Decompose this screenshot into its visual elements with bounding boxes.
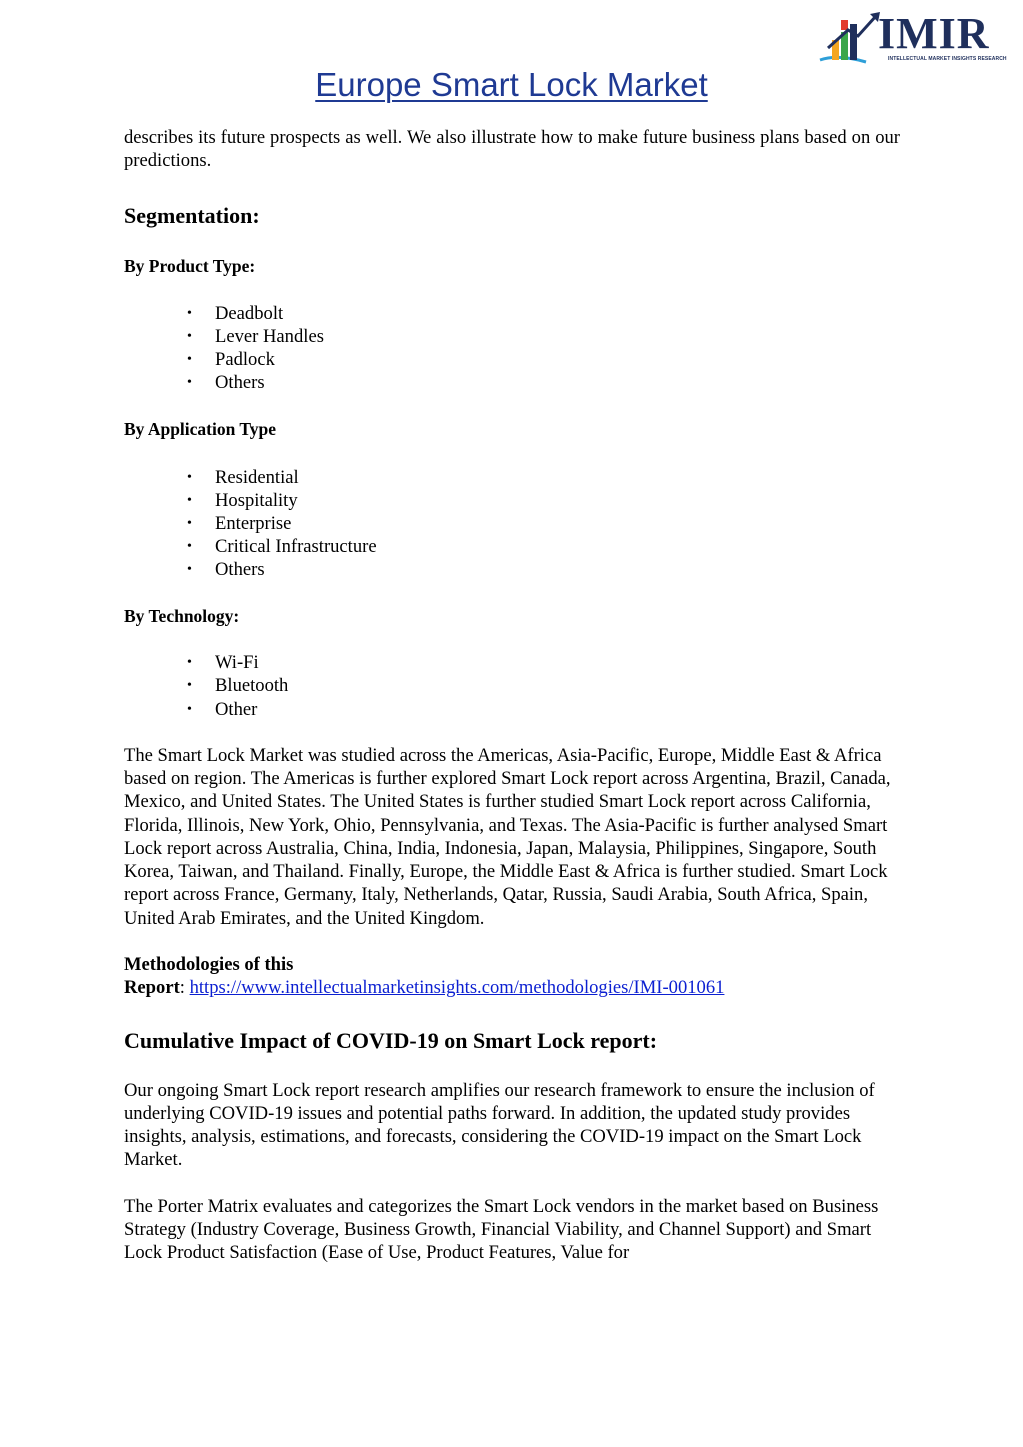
list-item bbox=[187, 371, 900, 394]
list-item bbox=[187, 535, 900, 558]
bar-chart-arrow-icon bbox=[818, 10, 882, 68]
list-item bbox=[187, 651, 900, 674]
list-item bbox=[187, 512, 900, 535]
bullet-icon: • bbox=[187, 655, 192, 671]
bullet-icon: • bbox=[187, 375, 192, 391]
methodology-block bbox=[124, 953, 900, 1000]
porter-paragraph: The Porter Matrix evaluates and categorizes the Smart Lock vendors in the market based on Business Strategy (Industry Coverage, Business Growth, Financial Viability, and Channel Support) and Smart Lock Product Satisfaction (Ease of Use, Product Features, Value for bbox=[124, 1195, 879, 1264]
application-type-list bbox=[124, 466, 900, 581]
list-item bbox=[187, 698, 900, 721]
methodology-link[interactable]: https://www.intellectualmarketinsights.com/methodologies/IMI-001061 bbox=[189, 977, 725, 999]
application-type-label: By Application Type bbox=[124, 419, 277, 440]
bullet-icon: • bbox=[187, 515, 192, 531]
methodology-label-line1: Methodologies of this bbox=[124, 953, 294, 975]
imir-logo bbox=[818, 10, 1006, 68]
list-item-label: Deadbolt bbox=[215, 302, 284, 324]
list-item-label: Wi-Fi bbox=[215, 652, 259, 674]
list-item-label: Others bbox=[215, 558, 265, 580]
product-type-label: By Product Type: bbox=[124, 255, 256, 276]
document-body bbox=[124, 126, 900, 1265]
bullet-icon: • bbox=[187, 469, 192, 485]
methodology-label-line2: Report bbox=[124, 977, 180, 999]
product-type-list bbox=[124, 302, 900, 394]
intro-paragraph: describes its future prospects as well. We also illustrate how to make future business plans based on our predictions. bbox=[124, 127, 900, 172]
list-item bbox=[187, 489, 900, 512]
logo-wordmark: IMIR bbox=[878, 9, 990, 58]
technology-label: By Technology: bbox=[124, 606, 240, 627]
page-title: Europe Smart Lock Market bbox=[315, 66, 708, 103]
bullet-icon: • bbox=[187, 305, 192, 321]
list-item-label: Other bbox=[215, 698, 258, 720]
list-item-label: Enterprise bbox=[215, 512, 292, 534]
technology-list bbox=[124, 651, 900, 720]
list-item-label: Lever Handles bbox=[215, 325, 324, 347]
bullet-icon: • bbox=[187, 561, 192, 577]
methodology-separator: : bbox=[179, 977, 190, 999]
list-item-label: Others bbox=[215, 372, 265, 394]
bullet-icon: • bbox=[187, 678, 192, 694]
list-item bbox=[187, 348, 900, 371]
list-item-label: Hospitality bbox=[215, 489, 298, 511]
list-item bbox=[187, 558, 900, 581]
list-item bbox=[187, 325, 900, 348]
list-item-label: Bluetooth bbox=[215, 675, 289, 697]
logo-tagline: INTELLECTUAL MARKET INSIGHTS RESEARCH bbox=[888, 56, 1007, 62]
covid-paragraph: Our ongoing Smart Lock report research amplifies our research framework to ensure the inclusion of underlying COVID-19 issues and potential paths forward. In addition, the updated study provides insights, analysis, estimations, and forecasts, considering the COVID-19 impact on the Smart Lock Market. bbox=[124, 1079, 875, 1171]
list-item bbox=[187, 302, 900, 325]
bullet-icon: • bbox=[187, 701, 192, 717]
list-item bbox=[187, 466, 900, 489]
bullet-icon: • bbox=[187, 538, 192, 554]
list-item-label: Critical Infrastructure bbox=[215, 535, 377, 557]
list-item-label: Residential bbox=[215, 466, 299, 488]
bullet-icon: • bbox=[187, 352, 192, 368]
list-item bbox=[187, 674, 900, 697]
segmentation-heading: Segmentation: bbox=[124, 202, 260, 228]
region-paragraph: The Smart Lock Market was studied across the Americas, Asia-Pacific, Europe, Middle East & Africa based on region. The Americas is further explored Smart Lock report across Argentina, Brazil, Canada, Mexico, and United States. The United States is further studied Smart Lock report across California, Florida, Illinois, New York, Ohio, Pennsylvania, and Texas. The Asia-Pacific is further analysed Smart Lock report across Australia, China, India, Indonesia, Japan, Malaysia, Philippines, Singapore, South Korea, Taiwan, and Thailand. Finally, Europe, the Middle East & Africa is further studied. Smart Lock report across France, Germany, Italy, Netherlands, Qatar, Russia, Saudi Arabia, South Africa, Spain, United Arab Emirates, and the United Kingdom. bbox=[124, 744, 891, 929]
bullet-icon: • bbox=[187, 492, 192, 508]
list-item-label: Padlock bbox=[215, 349, 275, 371]
covid-heading: Cumulative Impact of COVID-19 on Smart Lock report: bbox=[124, 1027, 658, 1053]
bullet-icon: • bbox=[187, 328, 192, 344]
